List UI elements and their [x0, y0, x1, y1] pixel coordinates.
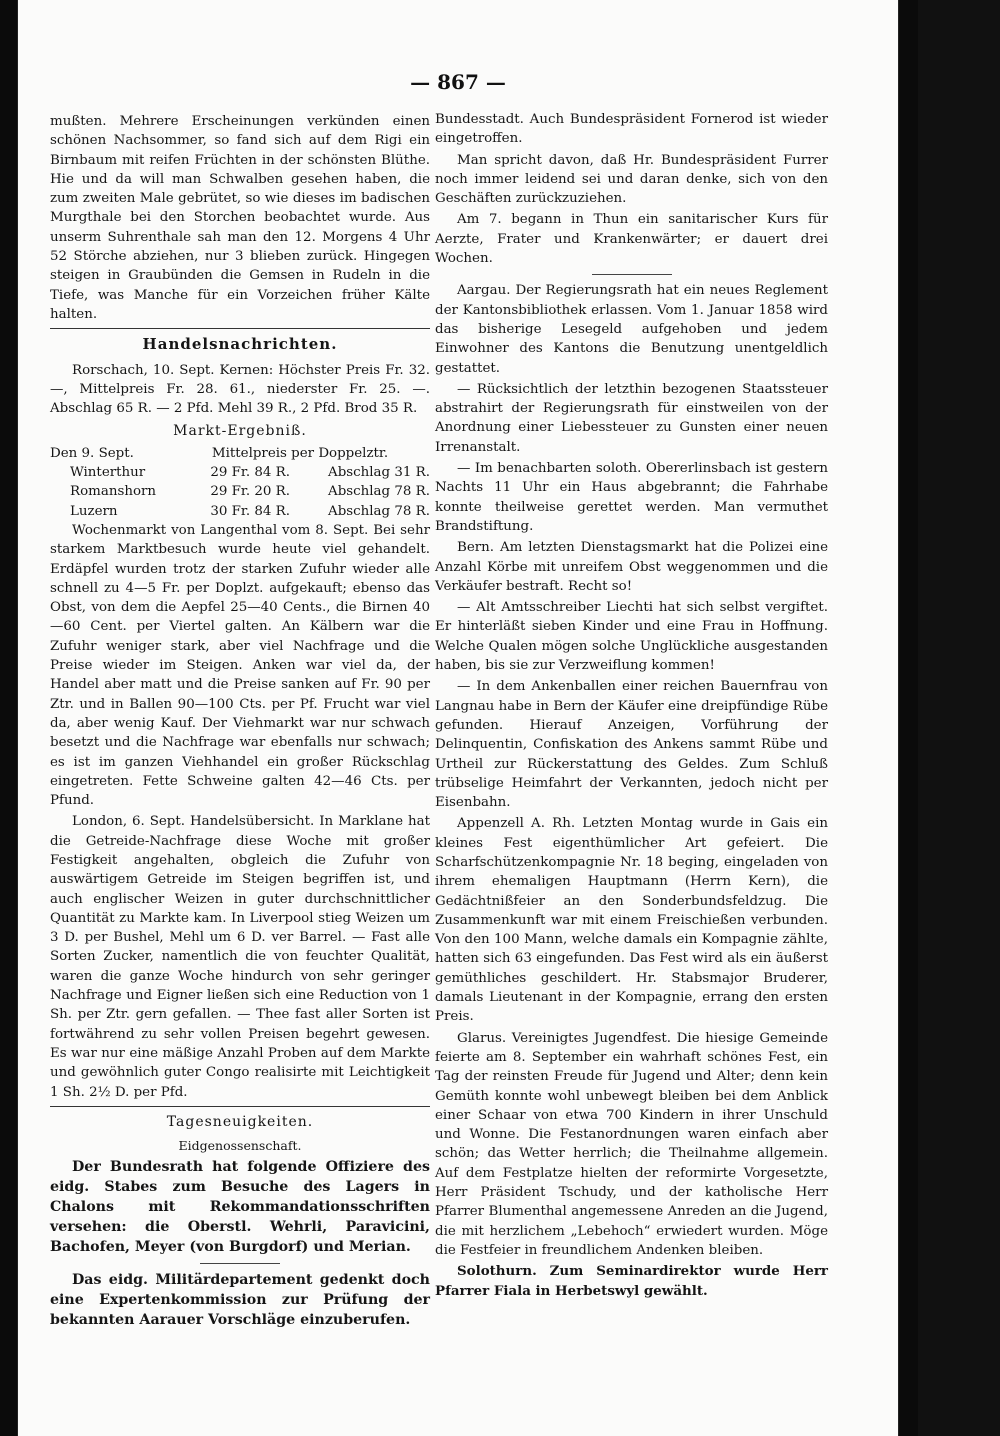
paragraph-bern: Bern. Am letzten Dienstagsmarkt hat die Polizei eine Anzahl Körbe mit unreifem Obst weggenommen und die Verkäufer bestraft. Recht so!	[435, 540, 828, 594]
paragraph-liechti: — Alt Amtsschreiber Liechti hat sich selbst vergiftet. Er hinterläßt sieben Kinder und eine Frau in Hoffnung. Welche Qualen mögen solche Unglückliche ausgestanden haben, bis sie zur Verzweiflung kommen!	[435, 600, 828, 674]
paragraph-bundesrath: Der Bundesrath hat folgende Offiziere des eidg. Stabes zum Besuche des Lagers in Chalons mit Rekommandationsschriften versehen: die Oberstl. Wehrli, Paravicini, Bachofen, Meyer (von Burgdorf) und Merian.	[50, 1159, 430, 1256]
divider	[50, 1106, 430, 1107]
right-column	[435, 110, 828, 1303]
market-place: Winterthur	[70, 465, 146, 481]
newspaper-page	[18, 0, 898, 1436]
market-table	[50, 444, 430, 521]
paragraph-thun: Am 7. begann in Thun ein sanitarischer Kurs für Aerzte, Frater und Krankenwärter; er dauert drei Wochen.	[435, 212, 828, 267]
table-row	[50, 463, 430, 482]
market-price: 30 Fr. 84 R.	[210, 503, 290, 519]
paragraph-aargau: Aargau. Der Regierungsrath hat ein neues Reglement der Kantonsbibliothek erlassen. Vom 1. Januar 1858 wird das bisherige Lesegeld aufgehoben und jedem Einwohner des Kantons die Benutzung unentgeldlich gestattet.	[435, 283, 828, 376]
paragraph-furrer: Man spricht davon, daß Hr. Bundespräsident Furrer noch immer leidend sei und daran denke, sich von den Geschäften zurückzuziehen.	[435, 152, 828, 207]
paragraph-solothurn: Solothurn. Zum Seminardirektor wurde Herr Pfarrer Fiala in Herbetswyl gewählt.	[435, 1263, 828, 1299]
market-discount: Abschlag 78 R.	[328, 503, 430, 519]
heading-confederation: Eidgenossenschaft.	[178, 1138, 302, 1154]
page-edge-shadow	[918, 0, 1000, 1436]
table-row	[50, 502, 430, 521]
page-number: — 867 —	[410, 70, 506, 94]
market-discount: Abschlag 31 R.	[328, 465, 430, 481]
market-date: Den 9. Sept.	[50, 445, 134, 461]
market-place: Romanshorn	[70, 484, 157, 500]
market-place: Luzern	[70, 503, 118, 519]
paragraph-rorschach: Rorschach, 10. Sept. Kernen: Höchster Preis Fr. 32. —, Mittelpreis Fr. 28. 61., niederster Fr. 25. —. Abschlag 65 R. — 2 Pfd. Mehl 39 R., 2 Pfd. Brod 35 R.	[50, 362, 430, 417]
paragraph-military-department: Das eidg. Militärdepartement gedenkt doch eine Expertenkommission zur Prüfung der bekannten Aarauer Vorschläge einzuberufen.	[50, 1272, 430, 1329]
heading-market-result: Markt-Ergebniß.	[173, 423, 307, 440]
market-header-label: Mittelpreis per Doppelztr.	[211, 445, 389, 461]
paragraph-intro: mußten. Mehrere Erscheinungen verkünden einen schönen Nachsommer, so fand sich auf dem Rigi ein Birnbaum mit reifen Früchten in der schönsten Blüthe. Hie und da will man Schwalben gesehen haben, die zum zweiten Male gebrütet, so wie dieses im badischen Murgthale bei den Storchen beobachtet wurde. Aus unserm Suhrenthale sah man den 12. Morgens 4 Uhr 52 Störche abziehen, nur 3 blieben zurück. Hingegen steigen in Graubünden die Gemsen in Rudeln in die Tiefe, was Manche für ein Vorzeichen früher Kälte halten.	[50, 114, 430, 322]
paragraph-langenthal: Wochenmarkt von Langenthal vom 8. Sept. Bei sehr starkem Marktbesuch wurde heute viel gehandelt. Erdäpfel wurden trotz der starken Zufuhr wieder alle schnell zu 4—5 Fr. per Doplzt. aufgekauft; ebenso das Obst, von dem die Aepfel 25—40 Cents., die Birnen 40—60 Cent. per Viertel galten. An Kälbern war die Zufuhr weniger stark, aber viel Nachfrage und die Preise wieder im Steigen. Anken war viel da, der Handel aber matt und die Preise sanken auf Fr. 90 per Ztr. und in Ballen 90—100 Cts. per Pf. Frucht war viel da, aber wenig Kauf. Der Viehmarkt war nur schwach besetzt und die Nachfrage war ebenfalls nur schwach; es ist im ganzen Viehhandel ein großer Rückschlag eingetreten. Fette Schweine galten 42—46 Cts. per Pfund.	[50, 522, 430, 809]
paragraph-ankenballen: — In dem Ankenballen einer reichen Bauernfrau von Langnau habe in Bern der Käufer eine dreipfündige Rübe gefunden. Hierauf Anzeigen, Vorführung der Delinquentin, Confiskation des Ankens sammt Rübe und Urtheil zur Rückerstattung des Geldes. Zum Schluß trübselige Heimfahrt der Verkannten, jedoch nicht per Eisenbahn.	[435, 679, 828, 811]
table-row	[50, 482, 430, 501]
market-discount: Abschlag 78 R.	[328, 484, 430, 500]
paragraph-bundesstadt: Bundesstadt. Auch Bundespräsident Fornerod ist wieder eingetroffen.	[435, 112, 828, 147]
paragraph-staatssteuer: — Rücksichtlich der letzthin bezogenen Staatssteuer abstrahirt der Regierungsrath für einstweilen von der Anordnung einer Liebessteuer zu Gunsten einer neuen Irrenanstalt.	[435, 381, 828, 455]
paragraph-london: London, 6. Sept. Handelsübersicht. In Marklane hat die Getreide-Nachfrage diese Woche mit großer Festigkeit angehalten, obgleich die Zufuhr von auswärtigem Getreide im Steigen begriffen ist, und auch englischer Weizen in guter durchschnittlicher Quantität zu Markte kam. In Liverpool stieg Weizen um 3 D. per Bushel, Mehl um 6 D. ver Barrel. — Fast alle Sorten Zucker, namentlich die von feuchter Qualität, waren die ganze Woche hindurch von sehr geringer Nachfrage und Eigner ließen sich eine Reduction von 1 Sh. per Ztr. gern gefallen. — Thee fast aller Sorten ist fortwährend zu sehr vollen Preisen begehrt gewesen. Es war nur eine mäßige Anzahl Proben auf dem Markte und gewöhnlich guter Congo realisirte mit Leichtigkeit 1 Sh. 2½ D. per Pfd.	[50, 814, 430, 1100]
market-price: 29 Fr. 20 R.	[210, 484, 290, 500]
heading-daily-news: Tagesneuigkeiten.	[166, 1113, 314, 1130]
divider	[592, 274, 672, 275]
heading-trade-news: Handelsnachrichten.	[142, 335, 338, 354]
paragraph-obererlinsbach: — Im benachbarten soloth. Obererlinsbach ist gestern Nachts 11 Uhr ein Haus abgebrannt; die Fahrhabe konnte theilweise gerettet werden. Man vermuthet Brandstiftung.	[435, 461, 828, 534]
market-table-header	[50, 444, 430, 463]
paragraph-appenzell: Appenzell A. Rh. Letzten Montag wurde in Gais ein kleines Fest eigenthümlicher Art gefeiert. Die Scharfschützenkompagnie Nr. 18 beging, eingeladen von ihrem ehemaligen Hauptmann (Herrn Kern), die Gedächtnißfeier an den Sonderbundsfeldzug. Die Zusammenkunft war mit einem Freischießen verbunden. Von den 100 Mann, welche damals ein Kompagnie zählte, hatten sich 63 eingefunden. Das Fest wird als ein äußerst gemüthliches geschildert. Hr. Stabsmajor Bruderer, damals Lieutenant in der Kompagnie, errang den ersten Preis.	[435, 816, 828, 1025]
divider	[50, 328, 430, 329]
left-column	[50, 112, 430, 1332]
divider	[200, 1263, 280, 1264]
market-price: 29 Fr. 84 R.	[210, 465, 290, 481]
paragraph-glarus: Glarus. Vereinigtes Jugendfest. Die hiesige Gemeinde feierte am 8. September ein wahrhaft schönes Fest, ein Tag der reinsten Freude für Jugend und Alter; denn kein Gemüth konnte wohl unbewegt bleiben bei dem Anblick einer Schaar von etwa 700 Kindern in ihrer Unschuld und Wonne. Die Festanordnungen waren einfach aber schön; das Wetter herrlich; die Theilnahme allgemein. Auf dem Festplatze hielten der reformirte Vorgesetzte, Herr Präsident Tschudy, und der katholische Herr Pfarrer Blumenthal angemessene Anreden an die Jugend, die mit herzlichem „Lebehoch“ erwiedert wurden. Möge die Festfeier in freundlichem Andenken bleiben.	[435, 1030, 828, 1258]
